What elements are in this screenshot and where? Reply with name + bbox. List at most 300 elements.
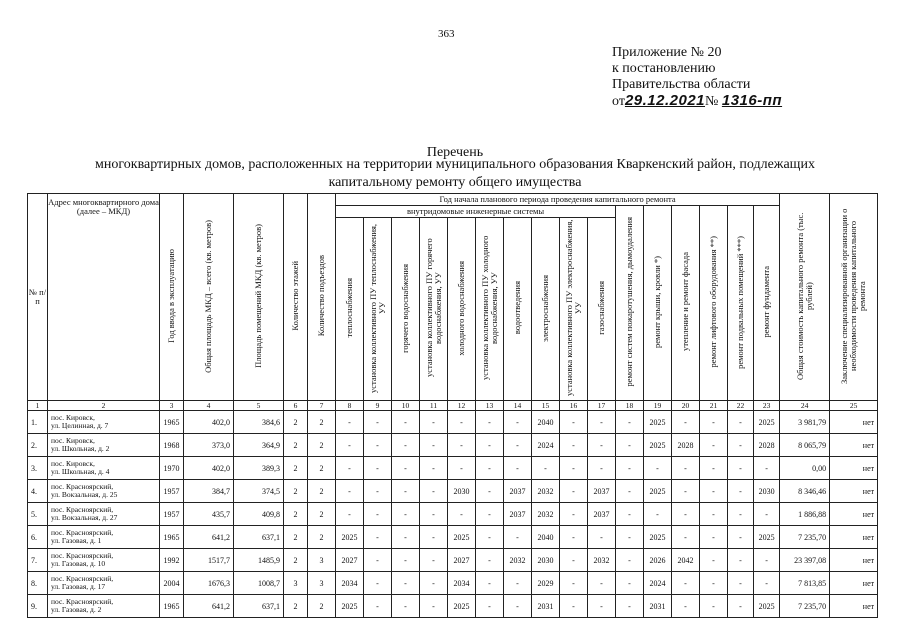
address-street: ул. Газовая, д. 1 bbox=[51, 536, 102, 545]
table-cell: - bbox=[364, 595, 392, 618]
table-cell: - bbox=[504, 411, 532, 434]
table-cell: - bbox=[420, 572, 448, 595]
table-cell: 3 bbox=[308, 572, 336, 595]
address-locality: пос. Кировск, bbox=[51, 412, 95, 422]
header-premises-area: Площадь помещений МКД (кв. метров) bbox=[234, 194, 284, 401]
appendix-number-sign: № bbox=[705, 94, 719, 109]
address-street: ул. Школьная, д. 4 bbox=[51, 467, 110, 476]
table-cell: - bbox=[364, 526, 392, 549]
table-cell: - bbox=[644, 503, 672, 526]
table-cell: - bbox=[560, 457, 588, 480]
table-cell: 2024 bbox=[532, 434, 560, 457]
colnum: 6 bbox=[284, 401, 308, 411]
table-cell: 23 397,08 bbox=[780, 549, 830, 572]
table-cell: 2025 bbox=[644, 480, 672, 503]
table-cell: 2 bbox=[284, 526, 308, 549]
table-cell: - bbox=[728, 549, 754, 572]
row-address bbox=[48, 572, 160, 595]
table-cell: 2025 bbox=[448, 595, 476, 618]
table-cell: 2040 bbox=[532, 411, 560, 434]
header-year: Год ввода в эксплуатацию bbox=[160, 194, 184, 401]
table-cell: - bbox=[616, 457, 644, 480]
table-cell: 3 bbox=[308, 549, 336, 572]
table-cell: - bbox=[364, 434, 392, 457]
colnum: 9 bbox=[364, 401, 392, 411]
table-cell: 7 813,85 bbox=[780, 572, 830, 595]
table-cell: 2030 bbox=[754, 480, 780, 503]
table-cell: - bbox=[560, 595, 588, 618]
table-row bbox=[28, 503, 878, 526]
colnum: 15 bbox=[532, 401, 560, 411]
table-cell: - bbox=[728, 595, 754, 618]
table-cell: 2032 bbox=[532, 480, 560, 503]
table-cell: 2037 bbox=[588, 480, 616, 503]
table-cell: - bbox=[700, 434, 728, 457]
table-cell: 2025 bbox=[754, 526, 780, 549]
table-cell: 2 bbox=[284, 503, 308, 526]
row-number: 5. bbox=[28, 503, 48, 526]
table-cell: нет bbox=[830, 434, 878, 457]
table-cell: - bbox=[616, 411, 644, 434]
header-electricity-pu: установка коллективного ПУ электроснабжения, УУ bbox=[560, 218, 588, 401]
table-cell: 2025 bbox=[754, 595, 780, 618]
address-street: ул. Вокзальная, д. 27 bbox=[51, 513, 118, 522]
table-cell: - bbox=[504, 457, 532, 480]
table-cell: нет bbox=[830, 457, 878, 480]
colnum: 12 bbox=[448, 401, 476, 411]
table-cell: нет bbox=[830, 480, 878, 503]
table-cell: - bbox=[560, 503, 588, 526]
table-cell: 2 bbox=[284, 595, 308, 618]
table-cell: - bbox=[392, 549, 420, 572]
table-cell: - bbox=[700, 457, 728, 480]
colnum: 4 bbox=[184, 401, 234, 411]
column-number-row bbox=[28, 401, 878, 411]
table-cell: 2032 bbox=[588, 549, 616, 572]
table-cell: 3 bbox=[284, 572, 308, 595]
appendix-from: от bbox=[612, 94, 625, 109]
colnum: 14 bbox=[504, 401, 532, 411]
table-cell: - bbox=[420, 526, 448, 549]
table-cell: - bbox=[728, 572, 754, 595]
table-cell: - bbox=[700, 572, 728, 595]
table-cell: - bbox=[560, 480, 588, 503]
header-num: № п/п bbox=[28, 194, 48, 401]
table-cell: - bbox=[616, 549, 644, 572]
address-locality: пос. Красноярский, bbox=[51, 596, 114, 606]
colnum: 22 bbox=[728, 401, 754, 411]
capital-repair-table bbox=[27, 193, 878, 618]
colnum: 23 bbox=[754, 401, 780, 411]
table-cell: 2031 bbox=[532, 595, 560, 618]
table-cell: 2 bbox=[284, 457, 308, 480]
table-cell: 2 bbox=[284, 434, 308, 457]
table-cell: 2 bbox=[308, 595, 336, 618]
table-cell: 637,1 bbox=[234, 595, 284, 618]
table-cell: 7 235,70 bbox=[780, 526, 830, 549]
table-cell: 2026 bbox=[644, 549, 672, 572]
table-cell: 435,7 bbox=[184, 503, 234, 526]
colnum: 13 bbox=[476, 401, 504, 411]
header-heat: теплоснабжения bbox=[336, 218, 364, 401]
table-cell: - bbox=[420, 503, 448, 526]
row-number: 3. bbox=[28, 457, 48, 480]
header-electricity: электроснабжения bbox=[532, 218, 560, 401]
table-cell: 2027 bbox=[448, 549, 476, 572]
table-cell: - bbox=[476, 457, 504, 480]
table-cell: - bbox=[728, 457, 754, 480]
table-cell: 2034 bbox=[336, 572, 364, 595]
header-foundation: ремонт фундамента bbox=[754, 206, 780, 401]
table-cell: 2 bbox=[308, 434, 336, 457]
table-cell: - bbox=[672, 595, 700, 618]
table-cell: 2037 bbox=[504, 503, 532, 526]
table-cell: - bbox=[420, 434, 448, 457]
table-cell: 1517,7 bbox=[184, 549, 234, 572]
table-cell: 2 bbox=[308, 480, 336, 503]
address-street: ул. Газовая, д. 10 bbox=[51, 559, 106, 568]
header-conclusion: Заключение специализированной организации о необходимости проведения капитального ремонта bbox=[830, 194, 878, 401]
row-number: 6. bbox=[28, 526, 48, 549]
table-cell: - bbox=[364, 457, 392, 480]
table-cell: 2 bbox=[284, 480, 308, 503]
header-roof: ремонт крыши, кровли *) bbox=[644, 206, 672, 401]
table-cell: нет bbox=[830, 595, 878, 618]
header-total-area: Общая площадь МКД – всего (кв. метров) bbox=[184, 194, 234, 401]
header-heat-pu: установка коллективного ПУ теплоснабжения, УУ bbox=[364, 218, 392, 401]
colnum: 19 bbox=[644, 401, 672, 411]
table-cell: - bbox=[476, 549, 504, 572]
title-line-1: Перечень bbox=[426, 145, 484, 160]
table-cell: - bbox=[588, 411, 616, 434]
table-cell: - bbox=[336, 457, 364, 480]
table-cell: 7 235,70 bbox=[780, 595, 830, 618]
table-cell: - bbox=[336, 434, 364, 457]
table-cell: 1957 bbox=[160, 503, 184, 526]
header-hot-water: горячего водоснабжения bbox=[392, 218, 420, 401]
table-cell: 409,8 bbox=[234, 503, 284, 526]
table-cell: - bbox=[476, 434, 504, 457]
table-cell: 2025 bbox=[644, 411, 672, 434]
table-cell: - bbox=[504, 526, 532, 549]
appendix-block bbox=[612, 45, 782, 110]
colnum: 1 bbox=[28, 401, 48, 411]
row-number: 7. bbox=[28, 549, 48, 572]
table-cell: 0,00 bbox=[780, 457, 830, 480]
header-entrances: Количество подъездов bbox=[308, 194, 336, 401]
appendix-line-3: Правительства области bbox=[612, 77, 751, 92]
table-cell: - bbox=[560, 572, 588, 595]
table-cell: 2037 bbox=[588, 503, 616, 526]
colnum: 17 bbox=[588, 401, 616, 411]
table-cell: 2030 bbox=[448, 480, 476, 503]
table-row bbox=[28, 411, 878, 434]
table-cell: нет bbox=[830, 572, 878, 595]
table-cell: - bbox=[392, 457, 420, 480]
table-cell: - bbox=[448, 411, 476, 434]
table-row bbox=[28, 549, 878, 572]
table-cell: 1957 bbox=[160, 480, 184, 503]
table-cell: 641,2 bbox=[184, 595, 234, 618]
appendix-line-1: Приложение № 20 bbox=[612, 45, 722, 60]
table-cell: - bbox=[560, 434, 588, 457]
header-drainage: водоотведения bbox=[504, 218, 532, 401]
table-cell: - bbox=[644, 457, 672, 480]
table-cell: - bbox=[364, 572, 392, 595]
table-cell: - bbox=[336, 503, 364, 526]
table-cell: 2024 bbox=[644, 572, 672, 595]
table-body bbox=[28, 411, 878, 618]
table-cell: 2025 bbox=[336, 526, 364, 549]
address-locality: пос. Красноярский, bbox=[51, 550, 114, 560]
table-cell: - bbox=[476, 572, 504, 595]
colnum: 18 bbox=[616, 401, 644, 411]
table-cell: - bbox=[616, 503, 644, 526]
table-cell: 2025 bbox=[448, 526, 476, 549]
table-row bbox=[28, 572, 878, 595]
table-cell: - bbox=[392, 572, 420, 595]
row-number: 4. bbox=[28, 480, 48, 503]
table-cell: - bbox=[616, 595, 644, 618]
table-cell: 1 886,88 bbox=[780, 503, 830, 526]
header-cold-water-pu: установка коллективного ПУ холодного водоснабжения, УУ bbox=[476, 218, 504, 401]
colnum: 16 bbox=[560, 401, 588, 411]
table-cell: - bbox=[560, 549, 588, 572]
table-cell: - bbox=[560, 526, 588, 549]
table-cell: - bbox=[588, 434, 616, 457]
table-cell: 2025 bbox=[336, 595, 364, 618]
colnum: 7 bbox=[308, 401, 336, 411]
colnum: 24 bbox=[780, 401, 830, 411]
table-cell: - bbox=[672, 480, 700, 503]
table-cell: нет bbox=[830, 549, 878, 572]
table-cell: 2 bbox=[308, 526, 336, 549]
table-cell: - bbox=[504, 572, 532, 595]
colnum: 25 bbox=[830, 401, 878, 411]
header-cost: Общая стоимость капитального ремонта (тыс. рублей) bbox=[780, 194, 830, 401]
table-cell: 637,1 bbox=[234, 526, 284, 549]
table-cell: 641,2 bbox=[184, 526, 234, 549]
address-locality: пос. Кировск, bbox=[51, 435, 95, 445]
table-cell: 389,3 bbox=[234, 457, 284, 480]
page-number: 363 bbox=[438, 28, 455, 40]
table-cell: - bbox=[364, 549, 392, 572]
table-cell: 8 346,46 bbox=[780, 480, 830, 503]
table-cell: - bbox=[476, 595, 504, 618]
table-cell: - bbox=[588, 526, 616, 549]
table-cell: 8 065,79 bbox=[780, 434, 830, 457]
table-cell: 1968 bbox=[160, 434, 184, 457]
table-cell: - bbox=[700, 503, 728, 526]
appendix-line-2: к постановлению bbox=[612, 61, 716, 76]
table-cell: 2 bbox=[284, 549, 308, 572]
table-cell: - bbox=[392, 411, 420, 434]
table-cell: 2034 bbox=[448, 572, 476, 595]
table-cell: - bbox=[700, 526, 728, 549]
header-basement: ремонт подвальных помещений ***) bbox=[728, 206, 754, 401]
row-address bbox=[48, 549, 160, 572]
table-cell: 2 bbox=[284, 411, 308, 434]
table-cell: - bbox=[616, 526, 644, 549]
colnum: 3 bbox=[160, 401, 184, 411]
row-number: 1. bbox=[28, 411, 48, 434]
table-cell: 1485,9 bbox=[234, 549, 284, 572]
table-cell: 2 bbox=[308, 457, 336, 480]
table-cell: - bbox=[672, 503, 700, 526]
table-cell: 3 981,79 bbox=[780, 411, 830, 434]
header-floors: Количество этажей bbox=[284, 194, 308, 401]
table-cell: - bbox=[754, 457, 780, 480]
colnum: 5 bbox=[234, 401, 284, 411]
row-address bbox=[48, 595, 160, 618]
table-cell: 402,0 bbox=[184, 411, 234, 434]
table-cell: - bbox=[754, 549, 780, 572]
table-cell: - bbox=[504, 434, 532, 457]
appendix-date: 29.12.2021 bbox=[624, 92, 706, 109]
table-cell: 1676,3 bbox=[184, 572, 234, 595]
table-cell: 2 bbox=[308, 411, 336, 434]
header-lift: ремонт лифтового оборудования **) bbox=[700, 206, 728, 401]
table-row bbox=[28, 526, 878, 549]
table-cell: - bbox=[420, 595, 448, 618]
table-cell: - bbox=[754, 503, 780, 526]
row-address bbox=[48, 503, 160, 526]
table-cell: - bbox=[420, 549, 448, 572]
table-cell: - bbox=[476, 480, 504, 503]
table-cell: - bbox=[728, 411, 754, 434]
table-cell: 1992 bbox=[160, 549, 184, 572]
colnum: 10 bbox=[392, 401, 420, 411]
table-cell: 2032 bbox=[532, 503, 560, 526]
address-locality: пос. Кировск, bbox=[51, 458, 95, 468]
table-cell: 1965 bbox=[160, 411, 184, 434]
table-cell: - bbox=[700, 595, 728, 618]
table-cell: 1965 bbox=[160, 595, 184, 618]
table-cell: 374,5 bbox=[234, 480, 284, 503]
header-facade: утепление и ремонт фасада bbox=[672, 206, 700, 401]
table-cell: - bbox=[700, 549, 728, 572]
table-cell: - bbox=[364, 503, 392, 526]
address-locality: пос. Красноярский, bbox=[51, 573, 114, 583]
table-cell: - bbox=[448, 434, 476, 457]
table-row bbox=[28, 595, 878, 618]
colnum: 8 bbox=[336, 401, 364, 411]
colnum: 11 bbox=[420, 401, 448, 411]
table-cell: - bbox=[588, 457, 616, 480]
table-cell: 1008,7 bbox=[234, 572, 284, 595]
table-cell: 402,0 bbox=[184, 457, 234, 480]
table-cell: 373,0 bbox=[184, 434, 234, 457]
table-cell: - bbox=[420, 457, 448, 480]
header-address: Адрес многоквартирного дома (далее – МКД) bbox=[48, 194, 160, 401]
title-line-2: многоквартирных домов, расположенных на территории муниципального образования Кваркенский район, подлежащих bbox=[95, 157, 815, 172]
table-cell: - bbox=[392, 595, 420, 618]
table-row bbox=[28, 434, 878, 457]
table-cell: - bbox=[364, 411, 392, 434]
table-cell: 384,7 bbox=[184, 480, 234, 503]
table-cell: - bbox=[672, 572, 700, 595]
address-street: ул. Газовая, д. 2 bbox=[51, 605, 102, 614]
table-row bbox=[28, 480, 878, 503]
table-cell: - bbox=[588, 572, 616, 595]
row-number: 8. bbox=[28, 572, 48, 595]
table-cell: 2029 bbox=[532, 572, 560, 595]
table-cell: 2032 bbox=[504, 549, 532, 572]
table-cell: 2031 bbox=[644, 595, 672, 618]
table-cell: 2030 bbox=[532, 549, 560, 572]
table-cell: - bbox=[616, 480, 644, 503]
table-cell: 2037 bbox=[504, 480, 532, 503]
address-locality: пос. Красноярский, bbox=[51, 504, 114, 514]
header-engineering-group: внутридомовые инженерные системы bbox=[336, 206, 616, 218]
table-cell: 2042 bbox=[672, 549, 700, 572]
header-gas: газоснабжения bbox=[588, 218, 616, 401]
row-address bbox=[48, 434, 160, 457]
table-cell: - bbox=[504, 595, 532, 618]
table-row bbox=[28, 457, 878, 480]
table-cell: нет bbox=[830, 411, 878, 434]
table-cell: - bbox=[672, 411, 700, 434]
table-cell: 364,9 bbox=[234, 434, 284, 457]
table-cell: - bbox=[560, 411, 588, 434]
colnum: 20 bbox=[672, 401, 700, 411]
table-cell: - bbox=[392, 503, 420, 526]
table-cell: нет bbox=[830, 503, 878, 526]
header-hot-water-pu: установка коллективного ПУ горячего водоснабжения, УУ bbox=[420, 218, 448, 401]
table-cell: - bbox=[336, 480, 364, 503]
table-cell: - bbox=[672, 526, 700, 549]
address-locality: пос. Красноярский, bbox=[51, 527, 114, 537]
table-cell: 2028 bbox=[754, 434, 780, 457]
table-cell: - bbox=[448, 457, 476, 480]
table-cell: - bbox=[336, 411, 364, 434]
table-cell: 1970 bbox=[160, 457, 184, 480]
table-cell: - bbox=[420, 411, 448, 434]
table-cell: 384,6 bbox=[234, 411, 284, 434]
colnum: 2 bbox=[48, 401, 160, 411]
address-street: ул. Газовая, д. 17 bbox=[51, 582, 106, 591]
table-cell: - bbox=[448, 503, 476, 526]
table-cell: - bbox=[754, 572, 780, 595]
table-cell: - bbox=[532, 457, 560, 480]
table-cell: 2004 bbox=[160, 572, 184, 595]
table-cell: 1965 bbox=[160, 526, 184, 549]
table-cell: - bbox=[476, 503, 504, 526]
header-cold-water: холодного водоснабжения bbox=[448, 218, 476, 401]
table-cell: - bbox=[728, 480, 754, 503]
header-fire: ремонт систем пожаротушения, дымоудаления bbox=[616, 206, 644, 401]
table-cell: нет bbox=[830, 526, 878, 549]
row-number: 2. bbox=[28, 434, 48, 457]
table-cell: 2 bbox=[308, 503, 336, 526]
appendix-number: 1316-пп bbox=[721, 92, 783, 109]
table-cell: 2040 bbox=[532, 526, 560, 549]
table-cell: - bbox=[392, 480, 420, 503]
table-cell: - bbox=[616, 572, 644, 595]
table-cell: - bbox=[672, 457, 700, 480]
address-street: ул. Целинная, д. 7 bbox=[51, 421, 109, 430]
row-address bbox=[48, 480, 160, 503]
table-cell: - bbox=[392, 526, 420, 549]
table-cell: - bbox=[728, 526, 754, 549]
header-period-group: Год начала планового периода проведения капитального ремонта bbox=[336, 194, 780, 206]
table-cell: - bbox=[700, 411, 728, 434]
address-street: ул. Вокзальная, д. 25 bbox=[51, 490, 118, 499]
table-cell: 2025 bbox=[644, 434, 672, 457]
table-cell: - bbox=[392, 434, 420, 457]
table-cell: - bbox=[728, 434, 754, 457]
row-number: 9. bbox=[28, 595, 48, 618]
